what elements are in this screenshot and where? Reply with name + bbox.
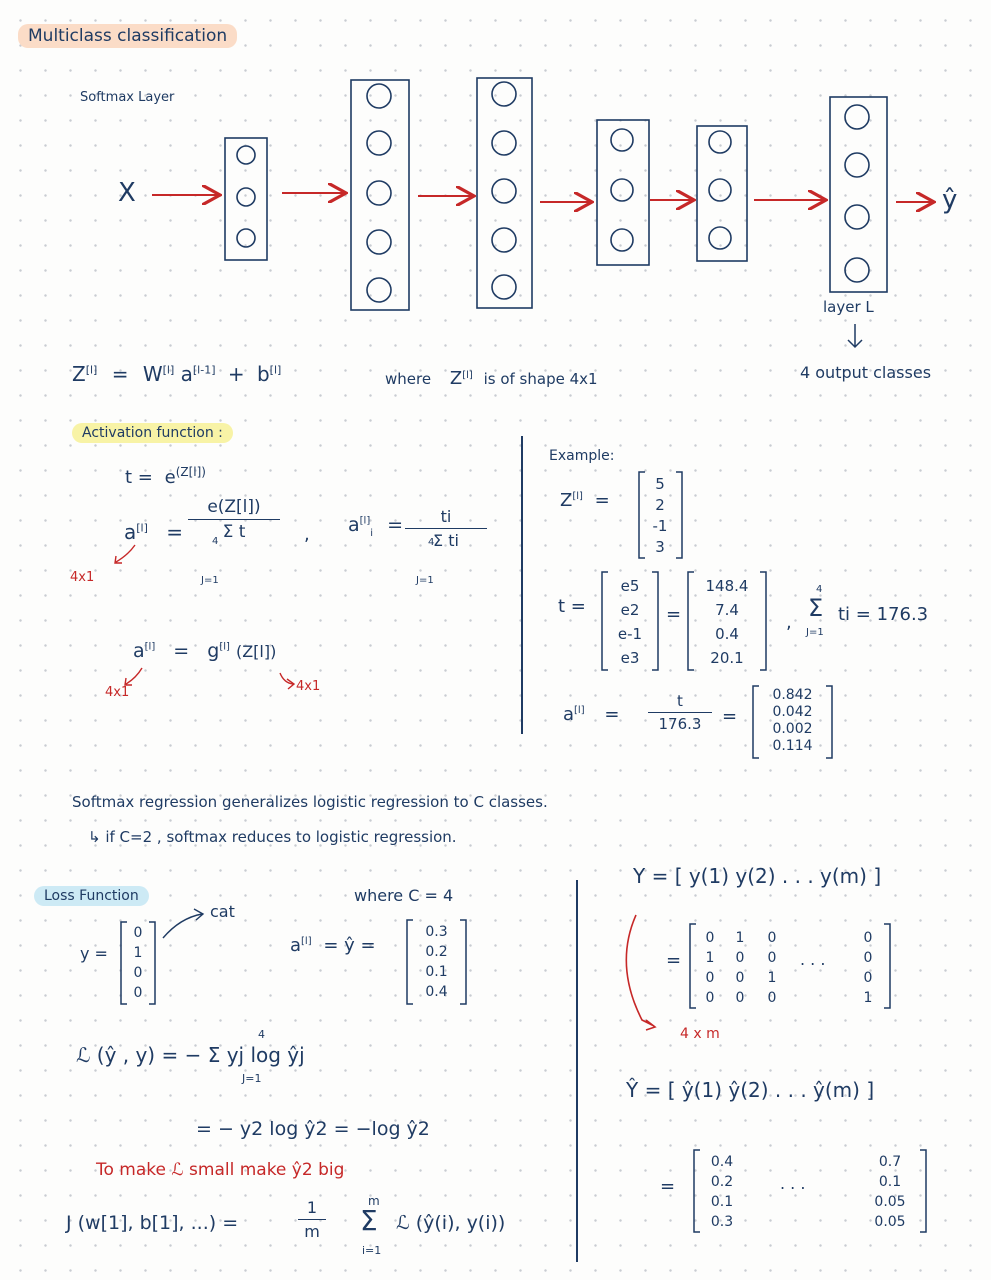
- t-exp-value: e3: [620, 649, 640, 667]
- Y-cell: 1: [705, 950, 715, 966]
- loss-note: To make ℒ small make ŷ2 big: [96, 1160, 345, 1180]
- example-a-symbol: a: [563, 704, 575, 725]
- y-value: 0: [133, 925, 143, 941]
- output-yhat-label: ŷ: [942, 185, 958, 215]
- b-symbol: b: [256, 362, 270, 386]
- g-equals: =: [173, 640, 190, 662]
- sum-1-top: 4: [212, 536, 219, 547]
- Y-matrix-col-3: [762, 928, 782, 1008]
- example-a-fraction-num: t: [677, 692, 683, 710]
- Yhat-matrix-dots: . . .: [780, 1174, 806, 1193]
- t-exp-value: e2: [620, 601, 640, 619]
- Yhat-cell: 0.2: [710, 1174, 734, 1190]
- example-t-equals: =: [666, 604, 682, 625]
- example-comma: ,: [786, 612, 792, 633]
- Y-matrix-col-last: [858, 928, 878, 1008]
- Y-cell: 0: [705, 990, 715, 1006]
- Y-cell: 0: [863, 970, 873, 986]
- cost-equation: J (w[1], b[1], ...) =: [66, 1212, 239, 1234]
- example-a-equals-2: =: [722, 706, 738, 727]
- Y-cell: 1: [735, 930, 745, 946]
- Y-cell: 0: [735, 950, 745, 966]
- Y-definition: Y = [ y(1) y(2) . . . y(m) ]: [633, 864, 882, 888]
- al-sup: [l]: [136, 521, 148, 535]
- sum-1-bottom: J=1: [201, 575, 219, 586]
- Yhat-definition: Ŷ = [ ŷ(1) ŷ(2) . . . ŷ(m) ]: [626, 1078, 875, 1102]
- Yhat-cell: 0.05: [874, 1194, 906, 1210]
- Yhat-cell: 0.7: [878, 1154, 902, 1170]
- g-arg: (Z[l]): [235, 642, 277, 661]
- input-x-label: X: [118, 178, 136, 208]
- a-value: 0.042: [772, 704, 813, 720]
- Y-shape-label: 4 x m: [680, 1026, 720, 1042]
- t-value: 148.4: [705, 577, 749, 595]
- t-exp-value: e5: [620, 577, 640, 595]
- cost-sum-top: m: [368, 1194, 380, 1208]
- cost-sum-bottom: i=1: [362, 1244, 382, 1257]
- Yhat-matrix-col-1: [700, 1152, 744, 1232]
- example-z-equals: =: [594, 490, 610, 511]
- z-symbol: Z: [72, 362, 86, 386]
- g-rhs-sup: [l]: [219, 641, 230, 653]
- shape-label-1: 4x1: [70, 570, 95, 585]
- loss-sum-top: 4: [258, 1028, 265, 1041]
- t-rhs: e: [164, 467, 176, 488]
- t-exp-value: e-1: [617, 625, 643, 643]
- plus: +: [227, 362, 245, 386]
- z-sup: [l]: [85, 363, 98, 377]
- Y-equals: =: [666, 950, 682, 971]
- loss-a-sup: [l]: [301, 936, 312, 947]
- loss-a-value: 0.4: [425, 984, 448, 1000]
- ai-sup: [l]: [359, 515, 371, 527]
- loss-a-vector: [413, 922, 460, 1002]
- t-exp: (Z[l]): [175, 465, 206, 479]
- example-a-sup: [l]: [574, 705, 585, 716]
- loss-a-value: 0.3: [425, 924, 448, 940]
- activation-comma: ,: [304, 524, 310, 545]
- Y-matrix-col-1: [700, 928, 720, 1008]
- Y-matrix-col-2: [730, 928, 750, 1008]
- loss-heading: Loss Function: [34, 886, 149, 906]
- equals: =: [111, 362, 129, 386]
- b-sup: [l]: [269, 363, 282, 377]
- t-value: 20.1: [710, 649, 744, 667]
- Y-cell: 1: [767, 970, 777, 986]
- a-sup: [l-1]: [192, 363, 216, 377]
- z-value: -1: [652, 517, 668, 535]
- a-value: 0.842: [772, 687, 813, 703]
- loss-a-value: 0.2: [425, 944, 448, 960]
- t-lhs: t =: [125, 467, 153, 488]
- al-equals: =: [166, 520, 184, 544]
- cost-sum-symbol: Σ: [360, 1204, 378, 1237]
- loss-y-vector: [127, 923, 149, 1003]
- g-lhs-sup: [l]: [144, 641, 156, 653]
- example-a-equals: =: [604, 704, 620, 725]
- a-value: 0.002: [772, 721, 813, 737]
- where-z-sup: [l]: [462, 370, 473, 381]
- Yhat-matrix-col-last: [864, 1152, 916, 1232]
- example-sum-text: ti = 176.3: [838, 604, 929, 625]
- example-sum-top: 4: [816, 584, 823, 595]
- loss-a-label: [290, 935, 376, 956]
- where-z: Z: [449, 368, 463, 389]
- loss-sum-bottom: J=1: [242, 1072, 262, 1085]
- cost-fraction-den: m: [304, 1222, 320, 1241]
- note-line-1: Softmax regression generalizes logistic regression to C classes.: [72, 793, 548, 811]
- page-title: Multiclass classification: [18, 24, 237, 48]
- loss-equation-2: = − y2 log ŷ2 = −log ŷ2: [196, 1118, 430, 1140]
- cost-fraction-bar: [298, 1219, 326, 1220]
- cost-rhs: ℒ (ŷ(i), y(i)): [396, 1212, 506, 1234]
- layer-l-label: layer L: [823, 298, 874, 316]
- cat-arrow: [163, 909, 203, 938]
- fraction-1-denominator: Σ t: [222, 522, 246, 542]
- example-heading: Example:: [549, 448, 615, 464]
- Y-cell: 0: [767, 950, 777, 966]
- z-value: 2: [655, 496, 665, 514]
- loss-equation: ℒ (ŷ , y) = − Σ yj log ŷj: [76, 1043, 305, 1067]
- output-classes-label: 4 output classes: [800, 363, 932, 382]
- ai-equals: =: [387, 514, 403, 536]
- shape-brace: [626, 915, 655, 1030]
- w-symbol: W: [142, 362, 163, 386]
- Yhat-cell: 0.1: [710, 1194, 734, 1210]
- Yhat-cell: 0.4: [710, 1154, 734, 1170]
- Yhat-cell: 0.1: [878, 1174, 902, 1190]
- Y-cell: 0: [705, 970, 715, 986]
- ai-sub: i: [370, 527, 374, 539]
- fraction-2-denominator: Σ ti: [433, 531, 459, 550]
- z-value: 5: [655, 475, 665, 493]
- Y-cell: 0: [863, 950, 873, 966]
- g-lhs: a: [133, 640, 145, 662]
- Yhat-cell: 0.05: [874, 1214, 906, 1230]
- example-sum-bottom: J=1: [806, 627, 824, 638]
- loss-a-value: 0.1: [425, 964, 448, 980]
- sum-2-top: 4: [428, 537, 435, 548]
- example-sum-symbol: Σ: [808, 594, 824, 622]
- Y-cell: 0: [767, 930, 777, 946]
- a-symbol: a: [180, 362, 193, 386]
- Y-cell: 0: [735, 990, 745, 1006]
- Y-cell: 0: [767, 990, 777, 1006]
- y-value: 0: [133, 965, 143, 981]
- softmax-layer-heading: Softmax Layer: [80, 90, 175, 105]
- example-z-sup: [l]: [572, 491, 583, 502]
- t-value: 7.4: [715, 601, 739, 619]
- loss-y-label: y =: [80, 944, 108, 963]
- where-rest: is of shape 4x1: [483, 370, 598, 388]
- cost-fraction: [298, 1198, 326, 1241]
- g-rhs: g: [207, 640, 220, 662]
- Y-cell: 0: [705, 930, 715, 946]
- example-t-label: t =: [558, 596, 586, 617]
- Y-cell: 0: [863, 930, 873, 946]
- shape-label-3: 4x1: [296, 679, 321, 694]
- Yhat-cell: 0.3: [710, 1214, 734, 1230]
- Y-cell: 1: [863, 990, 873, 1006]
- z-value: 3: [655, 538, 665, 556]
- sum-2-bottom: J=1: [416, 575, 434, 586]
- fraction-2-numerator: ti: [440, 507, 452, 526]
- loss-a-equals: = ŷ =: [323, 935, 376, 956]
- fraction-1-numerator: e(Z[l]): [207, 497, 261, 517]
- cat-label: cat: [210, 902, 235, 921]
- loss-where-c: where C = 4: [354, 886, 454, 905]
- y-value: 0: [133, 985, 143, 1001]
- a-value: 0.114: [772, 738, 813, 754]
- activation-heading: Activation function :: [72, 423, 233, 443]
- shape-label-2: 4x1: [105, 685, 130, 700]
- example-z-symbol: Z: [560, 490, 573, 511]
- note-line-2: ↳ if C=2 , softmax reduces to logistic regression.: [88, 828, 457, 846]
- Yhat-equals: =: [660, 1176, 676, 1197]
- Y-cell: 0: [735, 970, 745, 986]
- y-value: 1: [133, 945, 143, 961]
- w-sup: [l]: [162, 363, 175, 377]
- al-symbol: a: [124, 520, 137, 544]
- t-value: 0.4: [715, 625, 739, 643]
- example-a-fraction-den: 176.3: [658, 715, 702, 733]
- loss-a-symbol: a: [290, 935, 302, 956]
- where-text: where: [385, 370, 432, 388]
- ai-symbol: a: [348, 514, 360, 536]
- cost-fraction-num: 1: [306, 1198, 318, 1217]
- Y-matrix-dots: . . .: [800, 950, 826, 969]
